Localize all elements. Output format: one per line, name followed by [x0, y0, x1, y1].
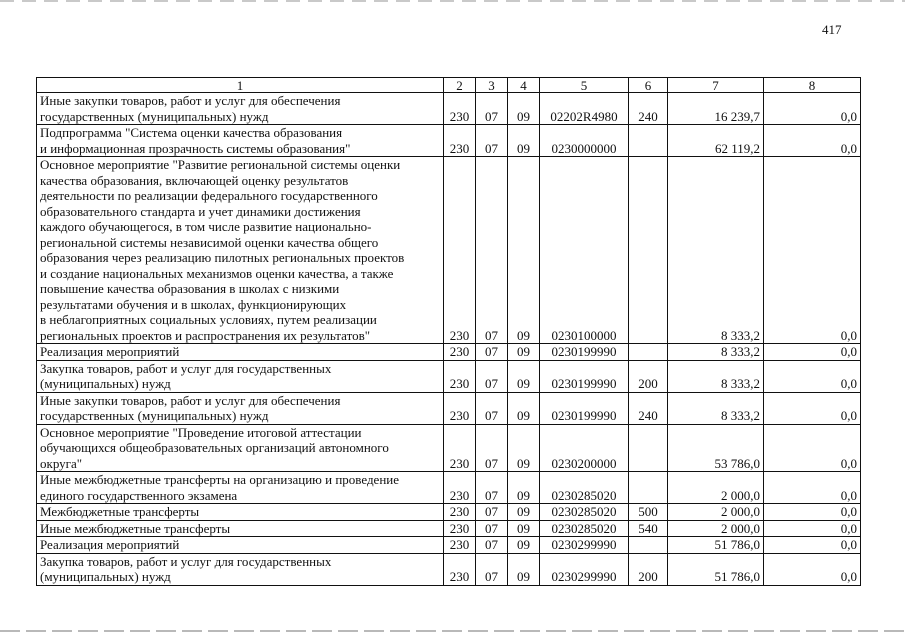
table-row	[37, 157, 861, 344]
row-amount-2-cell: 0,0	[764, 553, 861, 585]
row-section-cell: 07	[476, 520, 508, 537]
header-row	[37, 78, 861, 93]
row-target-article-cell: 0230199990	[540, 344, 629, 361]
row-grbs-cell: 230	[444, 472, 476, 504]
row-amount-cell: 8 333,2	[668, 392, 764, 424]
row-expense-type-cell	[629, 157, 668, 344]
row-amount-cell: 62 119,2	[668, 125, 764, 157]
table-row	[37, 472, 861, 504]
row-amount-2-cell: 0,0	[764, 344, 861, 361]
row-section-cell: 07	[476, 392, 508, 424]
row-name-cell: Подпрограмма "Система оценки качества образования и информационная прозрачность системы образования"	[37, 125, 444, 157]
row-grbs-cell: 230	[444, 93, 476, 125]
row-section-cell: 07	[476, 553, 508, 585]
row-amount-cell: 8 333,2	[668, 360, 764, 392]
row-subsection-cell: 09	[508, 537, 540, 554]
row-section-cell: 07	[476, 472, 508, 504]
row-section-cell: 07	[476, 125, 508, 157]
row-section-cell: 07	[476, 424, 508, 472]
row-amount-cell: 53 786,0	[668, 424, 764, 472]
row-target-article-cell: 0230299990	[540, 553, 629, 585]
header-col-7: 7	[668, 78, 764, 93]
row-subsection-cell: 09	[508, 360, 540, 392]
row-expense-type-cell	[629, 537, 668, 554]
row-amount-2-cell: 0,0	[764, 504, 861, 521]
row-amount-2-cell: 0,0	[764, 472, 861, 504]
row-name-cell: Закупка товаров, работ и услуг для государственных (муниципальных) нужд	[37, 553, 444, 585]
row-expense-type-cell: 540	[629, 520, 668, 537]
row-section-cell: 07	[476, 537, 508, 554]
row-grbs-cell: 230	[444, 424, 476, 472]
row-name-cell: Реализация мероприятий	[37, 344, 444, 361]
row-grbs-cell: 230	[444, 344, 476, 361]
budget-table	[36, 77, 861, 586]
table-row	[37, 125, 861, 157]
row-subsection-cell: 09	[508, 157, 540, 344]
row-expense-type-cell: 200	[629, 360, 668, 392]
row-name-cell: Межбюджетные трансферты	[37, 504, 444, 521]
row-amount-2-cell: 0,0	[764, 93, 861, 125]
table-row	[37, 93, 861, 125]
scan-artifact-bottom	[0, 630, 905, 632]
table-row	[37, 392, 861, 424]
header-col-6: 6	[629, 78, 668, 93]
row-section-cell: 07	[476, 360, 508, 392]
row-subsection-cell: 09	[508, 472, 540, 504]
row-expense-type-cell	[629, 344, 668, 361]
row-section-cell: 07	[476, 504, 508, 521]
row-amount-2-cell: 0,0	[764, 520, 861, 537]
row-expense-type-cell: 240	[629, 93, 668, 125]
table-row	[37, 344, 861, 361]
row-expense-type-cell	[629, 125, 668, 157]
header-col-3: 3	[476, 78, 508, 93]
scan-artifact-top	[0, 0, 905, 2]
row-section-cell: 07	[476, 344, 508, 361]
row-amount-cell: 2 000,0	[668, 472, 764, 504]
row-amount-cell: 2 000,0	[668, 504, 764, 521]
header-col-1: 1	[37, 78, 444, 93]
row-target-article-cell: 0230285020	[540, 472, 629, 504]
row-grbs-cell: 230	[444, 157, 476, 344]
table-row	[37, 504, 861, 521]
row-amount-cell: 2 000,0	[668, 520, 764, 537]
row-expense-type-cell	[629, 424, 668, 472]
row-grbs-cell: 230	[444, 125, 476, 157]
row-subsection-cell: 09	[508, 520, 540, 537]
header-col-5: 5	[540, 78, 629, 93]
row-name-cell: Иные закупки товаров, работ и услуг для обеспечения государственных (муниципальных) нужд	[37, 392, 444, 424]
row-name-cell: Иные межбюджетные трансферты	[37, 520, 444, 537]
table-row	[37, 424, 861, 472]
row-target-article-cell: 0230199990	[540, 360, 629, 392]
row-grbs-cell: 230	[444, 553, 476, 585]
row-target-article-cell: 0230100000	[540, 157, 629, 344]
row-name-cell: Иные межбюджетные трансферты на организацию и проведение единого государственного экзамена	[37, 472, 444, 504]
row-name-cell: Основное мероприятие "Проведение итоговой аттестации обучающихся общеобразовательных организаций автономного округа"	[37, 424, 444, 472]
row-amount-cell: 8 333,2	[668, 157, 764, 344]
row-expense-type-cell	[629, 472, 668, 504]
row-target-article-cell: 0230200000	[540, 424, 629, 472]
row-grbs-cell: 230	[444, 360, 476, 392]
row-amount-2-cell: 0,0	[764, 537, 861, 554]
row-subsection-cell: 09	[508, 553, 540, 585]
row-amount-cell: 51 786,0	[668, 553, 764, 585]
row-grbs-cell: 230	[444, 392, 476, 424]
row-amount-2-cell: 0,0	[764, 360, 861, 392]
row-subsection-cell: 09	[508, 424, 540, 472]
row-grbs-cell: 230	[444, 520, 476, 537]
row-name-cell: Закупка товаров, работ и услуг для государственных (муниципальных) нужд	[37, 360, 444, 392]
row-grbs-cell: 230	[444, 537, 476, 554]
table-row	[37, 553, 861, 585]
header-col-4: 4	[508, 78, 540, 93]
row-amount-2-cell: 0,0	[764, 157, 861, 344]
row-name-cell: Иные закупки товаров, работ и услуг для обеспечения государственных (муниципальных) нужд	[37, 93, 444, 125]
row-grbs-cell: 230	[444, 504, 476, 521]
row-amount-cell: 8 333,2	[668, 344, 764, 361]
row-expense-type-cell: 200	[629, 553, 668, 585]
table-row	[37, 537, 861, 554]
row-subsection-cell: 09	[508, 504, 540, 521]
row-amount-cell: 51 786,0	[668, 537, 764, 554]
row-section-cell: 07	[476, 93, 508, 125]
row-name-cell: Основное мероприятие "Развитие региональной системы оценки качества образования, включающей оценку результатов деятельности по реализации федерального государственного образовательного стандарта и учет динамики достижения каждого обучающегося, в том числе развитие национально- региональной системы независимой оценки качества общего образования через реализацию пилотных региональных проектов и создание национальных механизмов оценки качества, а также повышение качества образования в школах с низкими результатами обучения и в школах, функционирующих в неблагоприятных социальных условиях, путем реализации региональных проектов и распространения их результатов"	[37, 157, 444, 344]
row-section-cell: 07	[476, 157, 508, 344]
page-number: 417	[822, 22, 842, 37]
header-col-2: 2	[444, 78, 476, 93]
row-target-article-cell: 0230199990	[540, 392, 629, 424]
row-target-article-cell: 0230285020	[540, 504, 629, 521]
row-expense-type-cell: 500	[629, 504, 668, 521]
row-target-article-cell: 0230000000	[540, 125, 629, 157]
row-target-article-cell: 0230285020	[540, 520, 629, 537]
row-subsection-cell: 09	[508, 344, 540, 361]
row-amount-cell: 16 239,7	[668, 93, 764, 125]
row-expense-type-cell: 240	[629, 392, 668, 424]
row-subsection-cell: 09	[508, 93, 540, 125]
row-name-cell: Реализация мероприятий	[37, 537, 444, 554]
row-subsection-cell: 09	[508, 125, 540, 157]
row-subsection-cell: 09	[508, 392, 540, 424]
row-amount-2-cell: 0,0	[764, 392, 861, 424]
row-target-article-cell: 0230299990	[540, 537, 629, 554]
row-target-article-cell: 02202R4980	[540, 93, 629, 125]
row-amount-2-cell: 0,0	[764, 424, 861, 472]
table-row	[37, 360, 861, 392]
table-row	[37, 520, 861, 537]
row-amount-2-cell: 0,0	[764, 125, 861, 157]
header-col-8: 8	[764, 78, 861, 93]
